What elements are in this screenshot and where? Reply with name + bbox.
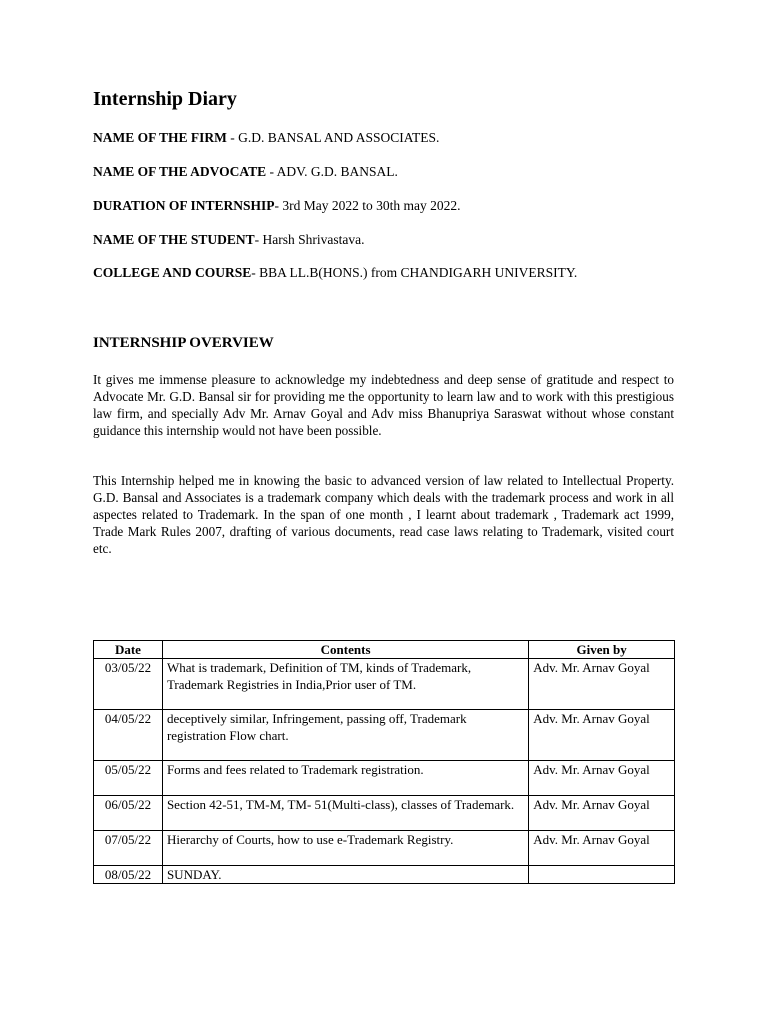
advocate-field	[93, 164, 398, 180]
college-label: COLLEGE AND COURSE	[93, 265, 252, 280]
contents-column-header: Contents	[162, 641, 528, 659]
date-cell: 03/05/22	[94, 659, 163, 710]
contents-cell: SUNDAY.	[162, 866, 528, 884]
student-field	[93, 232, 365, 248]
overview-paragraph-2: This Internship helped me in knowing the basic to advanced version of law related to Intellectual Property. G.D. Bansal and Associates is a trademark company which deals with the trademark process and work in all aspectes related to Trademark. In the span of one month , I learnt about trademark , Trademark act 1999, Trade Mark Rules 2007, drafting of various documents, read case laws relating to Trademark, visited court etc.	[93, 473, 674, 556]
table-row	[94, 866, 675, 884]
date-cell: 08/05/22	[94, 866, 163, 884]
overview-paragraph-1: It gives me immense pleasure to acknowledge my indebtedness and deep sense of gratitude and respect to Advocate Mr. G.D. Bansal sir for providing me the opportunity to learn law and to work with this prestigious law firm, and specially Adv Mr. Arnav Goyal and Adv miss Bhanupriya Saraswat without whose constant guidance this internship would not have been possible.	[93, 372, 674, 438]
contents-cell: Hierarchy of Courts, how to use e-Trademark Registry.	[162, 831, 528, 866]
firm-separator: -	[226, 130, 239, 145]
table-row	[94, 761, 675, 796]
table-row	[94, 659, 675, 710]
diary-table	[93, 640, 675, 884]
date-cell: 06/05/22	[94, 796, 163, 831]
document-title: Internship Diary	[93, 88, 237, 110]
college-separator: -	[251, 265, 260, 280]
contents-cell: Forms and fees related to Trademark registration.	[162, 761, 528, 796]
given-by-cell: Adv. Mr. Arnav Goyal	[529, 659, 675, 710]
college-field	[93, 265, 577, 281]
firm-label: NAME OF THE FIRM	[93, 130, 227, 145]
duration-value: 3rd May 2022 to 30th may 2022.	[282, 198, 461, 213]
date-cell: 05/05/22	[94, 761, 163, 796]
date-cell: 04/05/22	[94, 710, 163, 761]
student-value: Harsh Shrivastava.	[262, 232, 365, 247]
student-separator: -	[254, 232, 263, 247]
college-value: BBA LL.B(HONS.) from CHANDIGARH UNIVERSITY.	[259, 265, 578, 280]
table-header-row	[94, 641, 675, 659]
contents-cell: What is trademark, Definition of TM, kinds of Trademark, Trademark Registries in India,Prior user of TM.	[162, 659, 528, 710]
given-by-cell	[529, 866, 675, 884]
given-by-cell: Adv. Mr. Arnav Goyal	[529, 710, 675, 761]
duration-field	[93, 198, 461, 214]
advocate-label: NAME OF THE ADVOCATE	[93, 164, 267, 179]
date-cell: 07/05/22	[94, 831, 163, 866]
contents-cell: deceptively similar, Infringement, passing off, Trademark registration Flow chart.	[162, 710, 528, 761]
student-label: NAME OF THE STUDENT	[93, 232, 255, 247]
contents-cell: Section 42-51, TM-M, TM- 51(Multi-class), classes of Trademark.	[162, 796, 528, 831]
table-row	[94, 710, 675, 761]
firm-field	[93, 130, 439, 146]
given-by-cell: Adv. Mr. Arnav Goyal	[529, 831, 675, 866]
advocate-separator: -	[266, 164, 277, 179]
table-row	[94, 831, 675, 866]
firm-value: G.D. BANSAL AND ASSOCIATES.	[238, 130, 440, 145]
given-by-column-header: Given by	[529, 641, 675, 659]
date-column-header: Date	[94, 641, 163, 659]
given-by-cell: Adv. Mr. Arnav Goyal	[529, 761, 675, 796]
table-row	[94, 796, 675, 831]
advocate-value: ADV. G.D. BANSAL.	[276, 164, 398, 179]
overview-heading: INTERNSHIP OVERVIEW	[93, 335, 274, 351]
duration-separator: -	[274, 198, 283, 213]
duration-label: DURATION OF INTERNSHIP	[93, 198, 275, 213]
given-by-cell: Adv. Mr. Arnav Goyal	[529, 796, 675, 831]
